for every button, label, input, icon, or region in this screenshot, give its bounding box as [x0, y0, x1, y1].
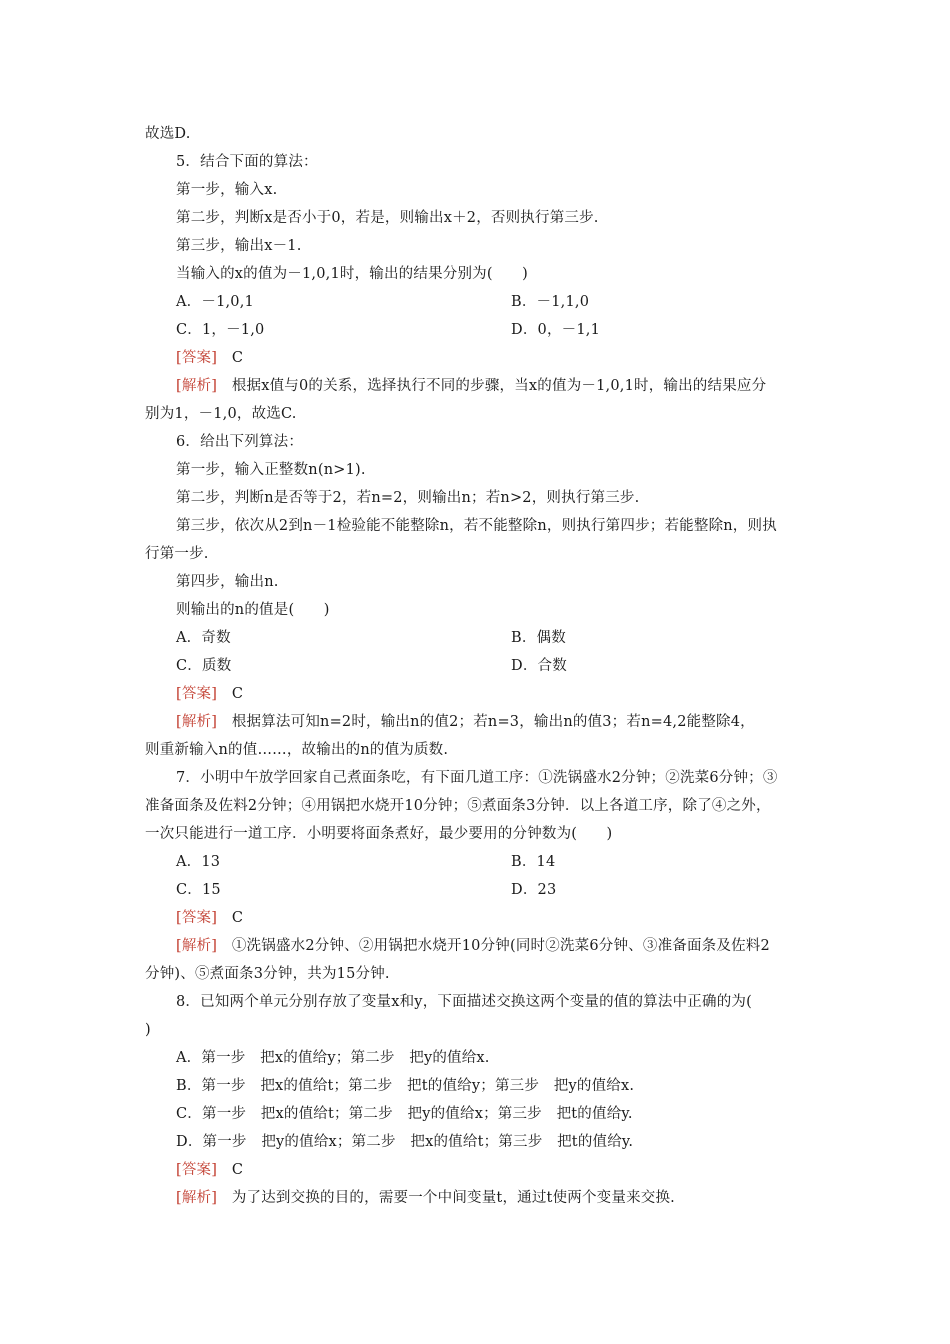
text-line: 故选D.	[145, 126, 191, 142]
text-line: 第三步，输出x－1.	[176, 238, 302, 254]
text-line: 分钟)、⑤煮面条3分钟，共为15分钟.	[145, 966, 390, 982]
text-line: 第一步，输入正整数n(n>1).	[176, 462, 366, 478]
option-b: B．第一步 把x的值给t；第二步 把t的值给y；第三步 把y的值给x.	[176, 1078, 635, 1094]
analysis-line: [解析] 为了达到交换的目的，需要一个中间变量t，通过t使两个变量来交换.	[176, 1190, 675, 1206]
option-c: C．1，－1,0	[176, 322, 265, 338]
option-b: B．14	[511, 854, 556, 870]
answer-line: [答案] C	[176, 686, 244, 702]
text-line: 行第一步.	[145, 546, 209, 562]
answer-value: C	[217, 350, 244, 366]
analysis-text: ①洗锅盛水2分钟、②用锅把水烧开10分钟(同时②洗菜6分钟、③准备面条及佐料2	[217, 938, 770, 954]
text-line: )	[145, 1022, 151, 1038]
analysis-text: 根据算法可知n=2时，输出n的值2；若n=3，输出n的值3；若n=4,2能整除4，	[217, 714, 755, 730]
option-c: C．第一步 把x的值给t；第二步 把y的值给x；第三步 把t的值给y.	[176, 1106, 633, 1122]
analysis-line: [解析] 根据x值与0的关系，选择执行不同的步骤，当x的值为－1,0,1时，输出的结果应分	[176, 378, 767, 394]
text-line: 第一步，输入x.	[176, 182, 278, 198]
option-d: D．第一步 把y的值给x；第二步 把x的值给t；第三步 把t的值给y.	[176, 1134, 634, 1150]
analysis-tag: 解析	[181, 714, 212, 730]
text-line: 一次只能进行一道工序．小明要将面条煮好，最少要用的分钟数为( )	[145, 826, 613, 842]
text-line: 第三步，依次从2到n－1检验能不能整除n，若不能整除n，则执行第四步；若能整除n，则执	[176, 518, 777, 534]
answer-value: C	[217, 1162, 244, 1178]
text-line: 则重新输入n的值……，故输出的n的值为质数.	[145, 742, 449, 758]
text-line: 第二步，判断x是否小于0，若是，则输出x＋2，否则执行第三步.	[176, 210, 599, 226]
analysis-tag: 解析	[181, 378, 212, 394]
analysis-tag: 解析	[181, 938, 212, 954]
option-b: B．偶数	[511, 630, 566, 646]
answer-value: C	[217, 910, 244, 926]
option-a: A．－1,0,1	[176, 294, 254, 310]
answer-tag: 答案	[181, 910, 212, 926]
option-d: D．合数	[511, 658, 567, 674]
analysis-text: 根据x值与0的关系，选择执行不同的步骤，当x的值为－1,0,1时，输出的结果应分	[217, 378, 767, 394]
question-6-title: 6．给出下列算法：	[176, 434, 304, 450]
option-a: A．奇数	[176, 630, 231, 646]
text-line: 准备面条及佐料2分钟；④用锅把水烧开10分钟；⑤煮面条3分钟．以上各道工序，除了④之外，	[145, 798, 771, 814]
option-a: A．13	[176, 854, 221, 870]
answer-line: [答案] C	[176, 910, 244, 926]
option-d: D．23	[511, 882, 557, 898]
option-c: C．质数	[176, 658, 232, 674]
question-5-title: 5．结合下面的算法：	[176, 154, 318, 170]
answer-value: C	[217, 686, 244, 702]
answer-line: [答案] C	[176, 1162, 244, 1178]
option-d: D．0，－1,1	[511, 322, 601, 338]
question-7-title: 7．小明中午放学回家自己煮面条吃，有下面几道工序：①洗锅盛水2分钟；②洗菜6分钟；③	[176, 770, 778, 786]
question-8-title: 8．已知两个单元分别存放了变量x和y，下面描述交换这两个变量的值的算法中正确的为(	[176, 994, 752, 1010]
analysis-line: [解析] ①洗锅盛水2分钟、②用锅把水烧开10分钟(同时②洗菜6分钟、③准备面条及佐料2	[176, 938, 770, 954]
text-line: 当输入的x的值为－1,0,1时，输出的结果分别为( )	[176, 266, 528, 282]
text-line: 第二步，判断n是否等于2，若n=2，则输出n；若n>2，则执行第三步.	[176, 490, 640, 506]
option-b: B．－1,1,0	[511, 294, 590, 310]
option-c: C．15	[176, 882, 221, 898]
analysis-text: 为了达到交换的目的，需要一个中间变量t，通过t使两个变量来交换.	[217, 1190, 675, 1206]
answer-tag: 答案	[181, 1162, 212, 1178]
answer-tag: 答案	[181, 686, 212, 702]
text-line: 别为1，－1,0，故选C.	[145, 406, 297, 422]
answer-tag: 答案	[181, 350, 212, 366]
text-line: 则输出的n的值是( )	[176, 602, 330, 618]
analysis-line: [解析] 根据算法可知n=2时，输出n的值2；若n=3，输出n的值3；若n=4,2能整除4，	[176, 714, 755, 730]
answer-line: [答案] C	[176, 350, 244, 366]
option-a: A．第一步 把x的值给y；第二步 把y的值给x.	[176, 1050, 490, 1066]
text-line: 第四步，输出n.	[176, 574, 279, 590]
analysis-tag: 解析	[181, 1190, 212, 1206]
